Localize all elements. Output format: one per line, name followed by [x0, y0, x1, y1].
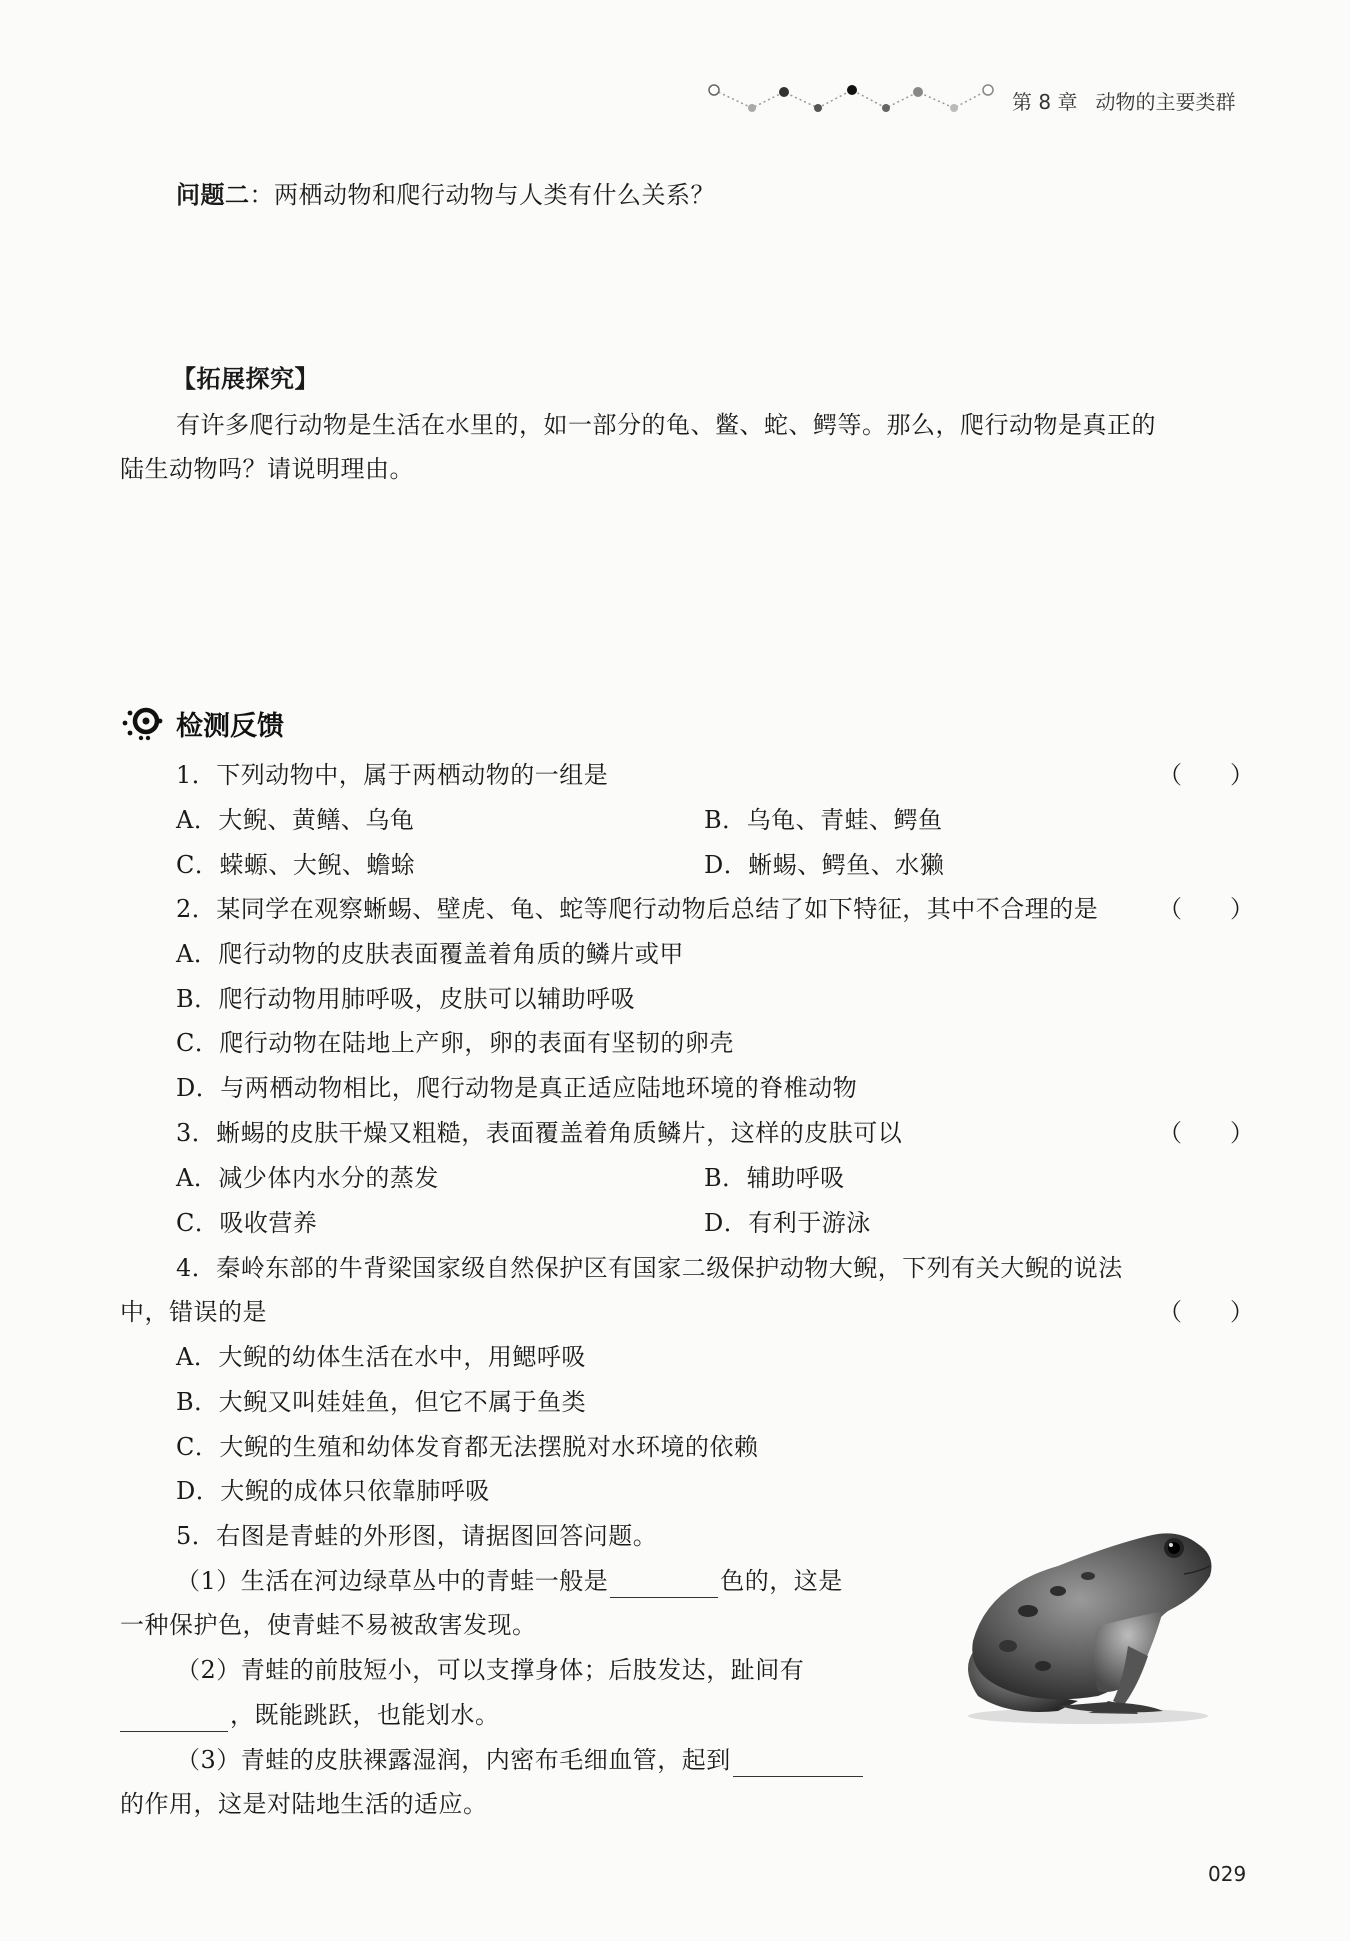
extension-line-1: 有许多爬行动物是生活在水里的，如一部分的龟、鳖、蛇、鳄等。那么，爬行动物是真正的 — [176, 411, 1156, 439]
q4-option-b: B．大鲵又叫娃娃鱼，但它不属于鱼类 — [176, 1388, 587, 1416]
page-number: 029 — [1208, 1862, 1247, 1886]
chapter-header — [1012, 86, 1235, 115]
question-two-text: ：两栖动物和爬行动物与人类有什么关系？ — [249, 181, 715, 209]
q3-option-c: C．吸收营养 — [176, 1209, 318, 1237]
q1-stem: 1．下列动物中，属于两栖动物的一组是 — [176, 761, 609, 789]
q5-part-3-text-a: （3）青蛙的皮肤裸露湿润，内密布毛细血管，起到 — [176, 1746, 731, 1774]
q3-option-d: D．有利于游泳 — [704, 1209, 871, 1237]
q3-option-b: B．辅助呼吸 — [704, 1164, 845, 1192]
q2-stem: 2．某同学在观察蜥蜴、壁虎、龟、蛇等爬行动物后总结了如下特征，其中不合理的是 — [176, 895, 1099, 923]
q3-stem: 3．蜥蜴的皮肤干燥又粗糙，表面覆盖着角质鳞片，这样的皮肤可以 — [176, 1119, 903, 1147]
question-two-label: 问题二 — [176, 181, 250, 209]
chapter-title: 动物的主要类群 — [1095, 90, 1236, 114]
q5-part-2-line-2 — [120, 1698, 500, 1732]
q4-option-d: D．大鲵的成体只依靠肺呼吸 — [176, 1477, 490, 1505]
q4-option-a: A．大鲵的幼体生活在水中，用鳃呼吸 — [176, 1343, 586, 1371]
q5-part-3-line-1 — [176, 1743, 865, 1777]
q1-option-d: D．蜥蜴、鳄鱼、水獭 — [704, 851, 945, 879]
q5-part-1-text-a: （1）生活在河边绿草丛中的青蛙一般是 — [176, 1567, 609, 1595]
q5-part-1-line-2: 一种保护色，使青蛙不易被敌害发现。 — [120, 1611, 537, 1639]
q5-part-1-text-b: 色的，这是 — [720, 1567, 843, 1595]
q5-blank-3[interactable] — [733, 1750, 863, 1777]
q2-answer-paren: （ ） — [1158, 895, 1254, 923]
q1-option-b: B．乌龟、青蛙、鳄鱼 — [704, 806, 943, 834]
feedback-title: 检测反馈 — [176, 710, 284, 742]
q2-option-d: D．与两栖动物相比，爬行动物是真正适应陆地环境的脊椎动物 — [176, 1074, 858, 1102]
header-decoration — [702, 78, 1002, 118]
q4-answer-paren: （ ） — [1158, 1298, 1254, 1326]
q4-option-c: C．大鲵的生殖和幼体发育都无法摆脱对水环境的依赖 — [176, 1433, 759, 1461]
q5-part-3-line-2: 的作用，这是对陆地生活的适应。 — [120, 1790, 488, 1818]
extension-heading: 【拓展探究】 — [172, 365, 319, 393]
q4-stem-line-2: 中，错误的是 — [120, 1298, 267, 1326]
q2-option-b: B．爬行动物用肺呼吸，皮肤可以辅助呼吸 — [176, 985, 636, 1013]
q1-answer-paren: （ ） — [1158, 761, 1254, 789]
feedback-section-heading — [122, 702, 284, 744]
q2-option-c: C．爬行动物在陆地上产卵，卵的表面有坚韧的卵壳 — [176, 1029, 734, 1057]
q3-option-a: A．减少体内水分的蒸发 — [176, 1164, 439, 1192]
question-two — [176, 178, 715, 212]
q5-part-2-text-b: ，既能跳跃，也能划水。 — [230, 1701, 500, 1729]
extension-line-2: 陆生动物吗？请说明理由。 — [120, 455, 414, 483]
q1-option-a: A．大鲵、黄鳝、乌龟 — [176, 806, 415, 834]
q1-option-c: C．蝾螈、大鲵、蟾蜍 — [176, 851, 416, 879]
frog-illustration — [948, 1516, 1228, 1726]
q2-option-a: A．爬行动物的皮肤表面覆盖着角质的鳞片或甲 — [176, 940, 684, 968]
q5-part-1-line-1 — [176, 1564, 843, 1598]
q5-stem: 5．右图是青蛙的外形图，请据图回答问题。 — [176, 1522, 658, 1550]
magnifier-icon — [122, 702, 168, 744]
q3-answer-paren: （ ） — [1158, 1119, 1254, 1147]
q5-blank-2[interactable] — [120, 1705, 228, 1732]
chapter-number: 第 8 章 — [1012, 90, 1078, 114]
q5-blank-1[interactable] — [610, 1571, 718, 1598]
q4-stem-line-1: 4．秦岭东部的牛背梁国家级自然保护区有国家二级保护动物大鲵，下列有关大鲵的说法 — [176, 1254, 1123, 1282]
q5-part-2-line-1: （2）青蛙的前肢短小，可以支撑身体；后肢发达，趾间有 — [176, 1656, 805, 1684]
